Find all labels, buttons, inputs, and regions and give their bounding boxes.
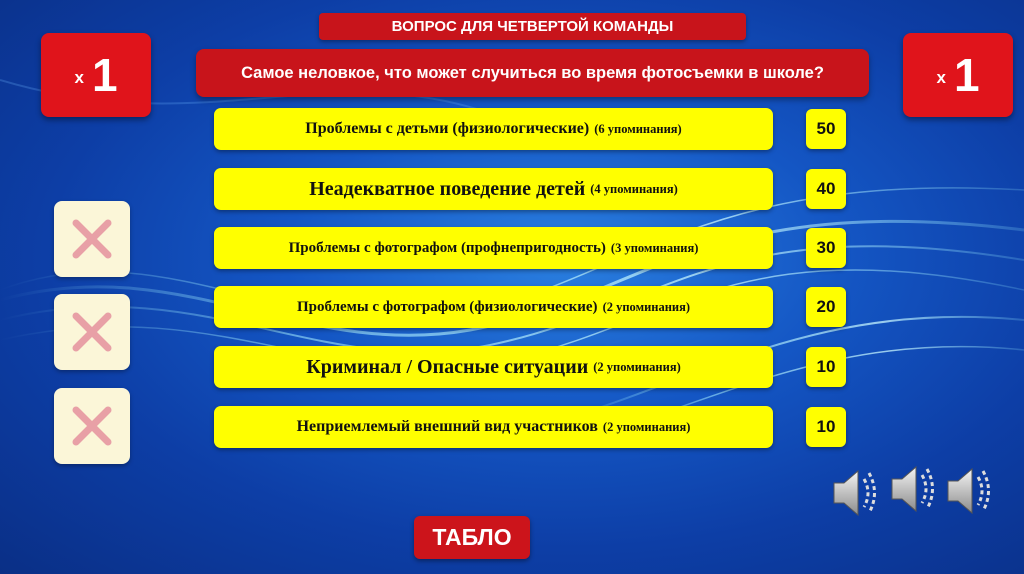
multiplier-left <box>41 33 151 117</box>
answer-text: Криминал / Опасные ситуации <box>306 355 589 378</box>
speaker-icon[interactable] <box>834 471 875 515</box>
answer-mentions: (4 упоминания) <box>590 181 678 196</box>
points-box-3 <box>806 228 846 268</box>
team-question-header <box>319 13 746 40</box>
answer-text: Проблемы с фотографом (профнепригодность) <box>288 239 606 256</box>
strike-box-2[interactable] <box>54 294 130 370</box>
answer-mentions: (2 упоминания) <box>602 299 691 314</box>
points-value: 10 <box>816 357 836 376</box>
points-value: 20 <box>816 297 836 316</box>
multiplier-x-label: х <box>74 68 84 87</box>
cross-icon <box>70 310 114 354</box>
tablo-button[interactable] <box>414 516 530 559</box>
points-value: 30 <box>816 238 836 257</box>
strike-box-1[interactable] <box>54 201 130 277</box>
answer-text: Неадекватное поведение детей <box>309 177 586 200</box>
points-value: 10 <box>816 417 836 436</box>
answer-text: Проблемы с детьми (физиологические) <box>305 120 590 137</box>
header-title: ВОПРОС ДЛЯ ЧЕТВЕРТОЙ КОМАНДЫ <box>391 18 674 35</box>
points-box-1 <box>806 109 846 149</box>
multiplier-value: 1 <box>953 49 980 101</box>
cross-icon <box>70 404 114 448</box>
points-box-4 <box>806 287 846 327</box>
question-banner <box>196 49 869 97</box>
points-box-5 <box>806 347 846 387</box>
answer-text: Проблемы с фотографом (физиологические) <box>296 298 598 315</box>
answer-mentions: (2 упоминания) <box>593 359 681 374</box>
strike-box-3[interactable] <box>54 388 130 464</box>
points-box-2 <box>806 169 846 209</box>
speaker-icon[interactable] <box>892 467 933 511</box>
points-value: 50 <box>816 119 836 138</box>
answer-row-6[interactable] <box>214 406 773 448</box>
answer-mentions: (6 упоминания) <box>594 121 682 136</box>
speaker-icon[interactable] <box>948 469 989 513</box>
points-box-6 <box>806 407 846 447</box>
multiplier-x-label: х <box>936 68 946 87</box>
answer-row-5[interactable] <box>214 346 773 388</box>
sound-controls <box>830 455 1000 523</box>
points-value: 40 <box>816 179 836 198</box>
question-text: Самое неловкое, что может случиться во время фотосъемки в школе? <box>241 63 824 82</box>
answer-text: Неприемлемый внешний вид участников <box>296 418 598 435</box>
multiplier-value: 1 <box>91 49 118 101</box>
cross-icon <box>70 217 114 261</box>
answer-row-1[interactable] <box>214 108 773 150</box>
answer-row-4[interactable] <box>214 286 773 328</box>
tablo-label: ТАБЛО <box>432 524 512 550</box>
answer-row-3[interactable] <box>214 227 773 269</box>
answer-mentions: (2 упоминания) <box>602 419 691 434</box>
answer-row-2[interactable] <box>214 168 773 210</box>
answer-mentions: (3 упоминания) <box>610 240 699 255</box>
multiplier-right <box>903 33 1013 117</box>
